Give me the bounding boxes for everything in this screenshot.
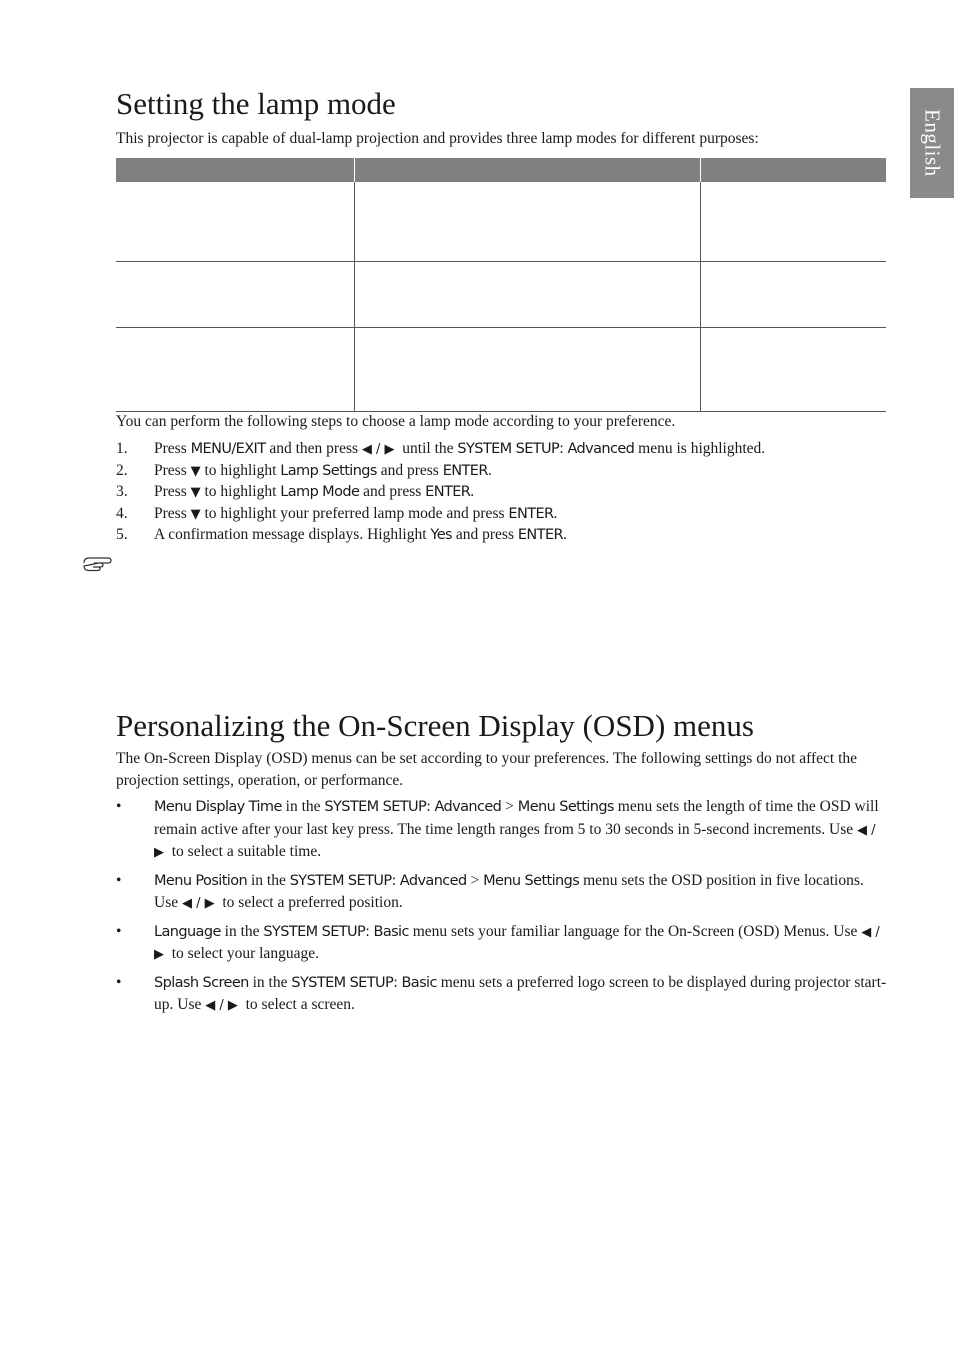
osd-settings-list: [116, 796, 888, 1023]
key-label: ENTER: [425, 484, 471, 500]
menu-label: Lamp Mode: [280, 484, 360, 500]
step-text: Press ▼ to highlight Lamp Mode and press ENTER.: [154, 483, 475, 500]
bullet: •: [116, 922, 122, 940]
menu-label: SYSTEM SETUP: Advanced: [289, 872, 467, 889]
list-item-text: Splash Screen in the SYSTEM SETUP: Basic menu sets a preferred logo screen to be displayed during projector start-up. Use ◀ / ▶ to select a screen.: [154, 973, 887, 1013]
lamp-mode-table: [116, 158, 886, 412]
language-tab-label: English: [920, 109, 945, 177]
language-tab: [910, 88, 954, 198]
menu-label: SYSTEM SETUP: Basic: [263, 923, 409, 940]
step-number: 4.: [116, 504, 128, 522]
step-item: [116, 481, 888, 503]
table-cell: [355, 262, 701, 327]
steps-intro: You can perform the following steps to choose a lamp mode according to your preference.: [116, 413, 676, 430]
pointing-hand-note-icon: [82, 554, 114, 572]
key-label: ENTER: [442, 462, 488, 479]
bullet: •: [116, 798, 122, 815]
table-header-cell: [701, 158, 886, 182]
table-cell: [116, 328, 355, 411]
list-item: [116, 796, 888, 864]
list-item-text: Menu Position in the SYSTEM SETUP: Advanced > Menu Settings menu sets the OSD position in five locations. Use ◀ / ▶ to select a preferred position.: [154, 871, 864, 911]
table-cell: [116, 262, 355, 327]
bullet: •: [116, 973, 122, 991]
down-arrow-icon: ▼: [190, 463, 201, 479]
table-cell: [701, 262, 886, 327]
step-text: Press MENU/EXIT and then press ◀ / ▶ until the SYSTEM SETUP: Advanced menu is highlighted.: [154, 440, 766, 457]
table-row: [116, 182, 886, 262]
down-arrow-icon: ▼: [190, 506, 201, 522]
step-number: 2.: [116, 461, 128, 479]
menu-label: SYSTEM SETUP: Basic: [291, 974, 437, 991]
lamp-mode-steps: [116, 438, 888, 546]
key-label: ENTER: [508, 505, 554, 522]
list-item: [116, 921, 888, 966]
setting-label: Menu Position: [154, 872, 248, 889]
section-title-osd-menus: Personalizing the On-Screen Display (OSD) menus: [116, 708, 754, 743]
table-header-cell: [355, 158, 701, 182]
table-row: [116, 262, 886, 328]
key-label: MENU/EXIT: [190, 441, 266, 457]
list-item-text: Language in the SYSTEM SETUP: Basic menu sets your familiar language for the On-Screen (OSD) Menus. Use ◀ / ▶ to select your language.: [154, 922, 880, 962]
lamp-mode-intro: This projector is capable of dual-lamp projection and provides three lamp modes for different purposes:: [116, 130, 759, 147]
step-text: Press ▼ to highlight Lamp Settings and press ENTER.: [154, 461, 492, 479]
table-cell: [701, 328, 886, 411]
step-text: Press ▼ to highlight your preferred lamp mode and press ENTER.: [154, 504, 558, 522]
table-cell: [355, 328, 701, 411]
step-item: [116, 503, 888, 525]
menu-label: SYSTEM SETUP: Advanced: [324, 799, 502, 815]
left-right-arrows-icon: ◀ / ▶: [154, 822, 876, 860]
menu-label: SYSTEM SETUP: Advanced: [457, 441, 635, 457]
step-item: [116, 460, 888, 482]
left-right-arrows-icon: ◀ / ▶: [154, 924, 880, 962]
table-cell: [355, 182, 701, 261]
menu-label: Menu Settings: [483, 872, 580, 889]
left-right-arrows-icon: ◀ / ▶: [181, 896, 215, 911]
list-item: [116, 870, 888, 915]
menu-label: Menu Settings: [517, 799, 614, 815]
table-header-cell: [116, 158, 355, 182]
step-text: A confirmation message displays. Highlight Yes and press ENTER.: [154, 526, 567, 543]
step-number: 1.: [116, 440, 128, 457]
osd-intro: The On-Screen Display (OSD) menus can be set according to your preferences. The following settings do not affect the projection settings, operation, or performance.: [116, 750, 858, 789]
setting-label: Language: [154, 923, 221, 940]
option-label: Yes: [430, 527, 452, 543]
table-row: [116, 328, 886, 412]
down-arrow-icon: ▼: [190, 485, 201, 500]
step-number: 3.: [116, 483, 128, 500]
step-item: [116, 438, 888, 460]
table-cell: [116, 182, 355, 261]
left-right-arrows-icon: ◀ / ▶: [361, 442, 395, 457]
step-item: [116, 524, 888, 546]
bullet: •: [116, 871, 122, 889]
table-header: [116, 158, 886, 182]
section-title-lamp-mode: Setting the lamp mode: [116, 86, 396, 121]
list-item-text: Menu Display Time in the SYSTEM SETUP: Advanced > Menu Settings menu sets the length of time the OSD will remain active after your last key press. The time length ranges from 5 to 30 seconds in 5-second increments. Use ◀ / ▶ to select a suitable time.: [154, 798, 879, 860]
setting-label: Menu Display Time: [154, 799, 282, 815]
table-cell: [701, 182, 886, 261]
key-label: ENTER: [517, 527, 563, 543]
list-item: [116, 972, 888, 1017]
step-number: 5.: [116, 526, 128, 543]
setting-label: Splash Screen: [154, 974, 249, 991]
menu-label: Lamp Settings: [280, 462, 377, 479]
left-right-arrows-icon: ◀ / ▶: [205, 998, 238, 1013]
